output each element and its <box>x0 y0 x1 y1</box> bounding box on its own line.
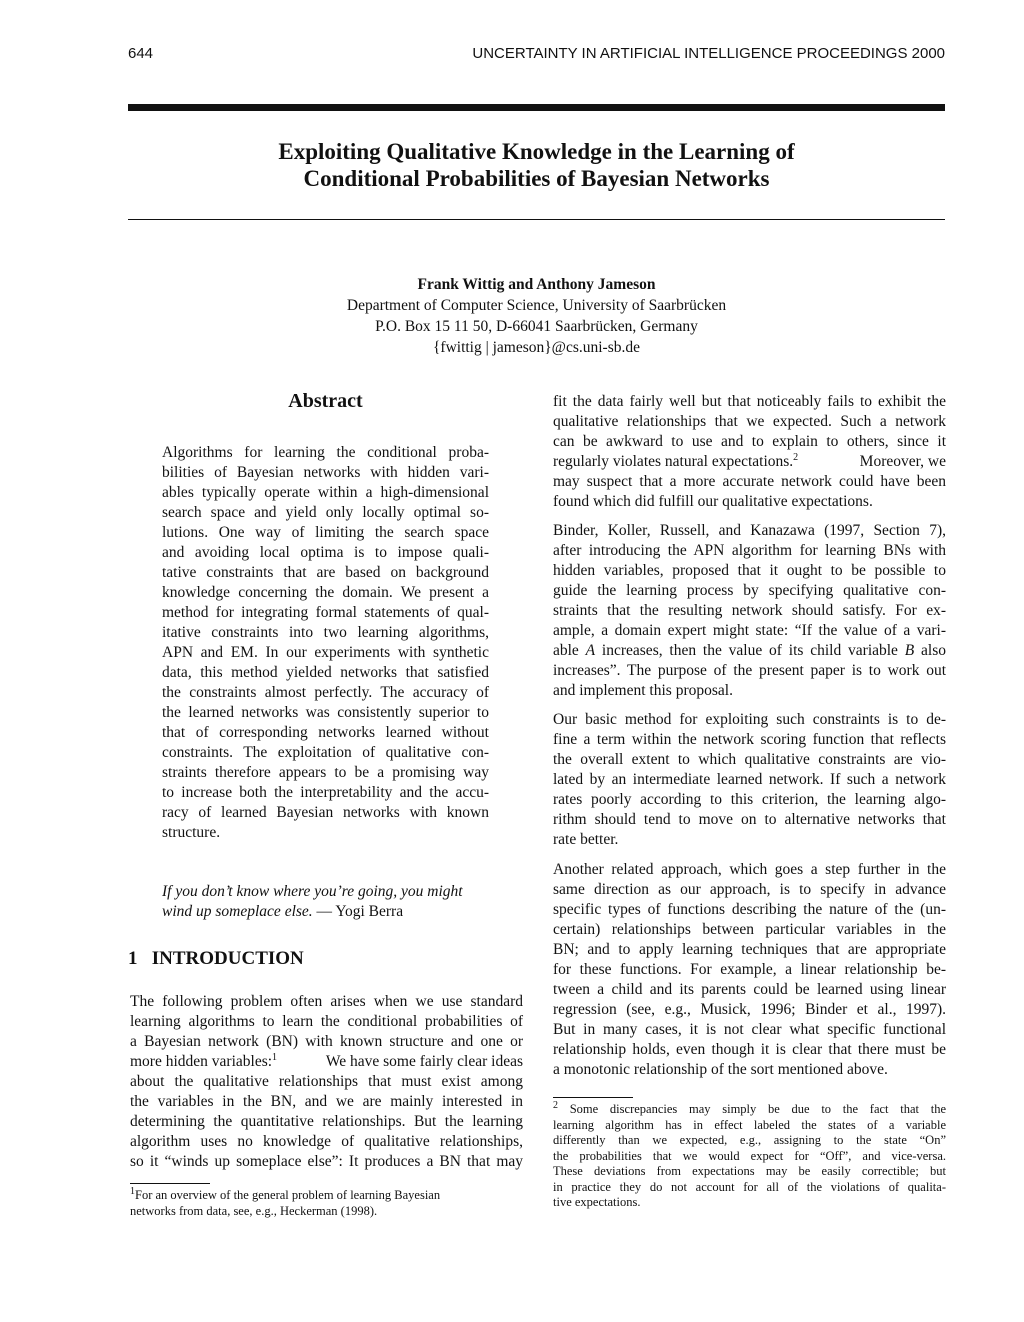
body-line: specific types of functions describing the nature of the (un- <box>553 901 946 918</box>
body-line: Another related approach, which goes a step further in the <box>553 861 946 878</box>
body-text: more hidden variables: <box>130 1053 273 1070</box>
footnote-ref: 2 <box>793 451 799 463</box>
footnote-text: Some discrepancies may simply be due to the fact that the <box>558 1102 946 1116</box>
footnote-ref: 1 <box>272 1051 278 1063</box>
body-text: We have some fairly clear ideas <box>325 1053 523 1070</box>
body-line: fit the data fairly well but that noticeably fails to exhibit the <box>553 393 946 410</box>
title-line: Conditional Probabilities of Bayesian Networks <box>303 166 770 191</box>
body-line: hidden variables, proposed that it ought to be possible to <box>553 562 946 579</box>
abstract-line: the constraints almost perfectly. The accuracy of <box>162 684 489 701</box>
footnote-text: the probabilities that we would expect for “Off”, and vice-versa. <box>553 1148 946 1163</box>
body-line <box>553 641 946 661</box>
abstract-line: that of corresponding networks learned without <box>162 724 489 741</box>
footnote-text: learning algorithm has in effect labeled the states of a variable <box>553 1117 946 1132</box>
postal-address: P.O. Box 15 11 50, D-66041 Saarbrücken, Germany <box>375 318 698 335</box>
body-text: regularly violates natural expectations. <box>553 453 794 470</box>
body-line: the variables in the BN, and we are mainly interested in <box>130 1093 523 1110</box>
abstract-line: and avoiding local optima is to impose quali- <box>162 544 489 561</box>
paper-title <box>128 138 945 192</box>
abstract-line: method for integrating formal statements of qual- <box>162 604 489 621</box>
math-var: A <box>585 642 596 659</box>
abstract-line: structure. <box>162 824 221 841</box>
body-line: guide the learning process by specifying qualitative con- <box>553 582 946 599</box>
body-line: same direction as our approach, is to specify in advance <box>553 881 946 898</box>
body-line: a monotonic relationship of the sort mentioned above. <box>553 1061 888 1078</box>
author-block <box>128 274 945 358</box>
body-line: so it “winds up someplace else”: It produces a BN that may <box>130 1153 523 1170</box>
body-text: increases, then the value of its child variable <box>595 642 905 659</box>
epigraph <box>162 882 492 922</box>
section-heading: 1 INTRODUCTION <box>128 948 304 969</box>
footnote-rule <box>130 1183 210 1184</box>
body-line: But in many cases, it is not clear what specific functional <box>553 1021 946 1038</box>
footnote-rule <box>553 1097 633 1098</box>
body-line: Binder, Koller, Russell, and Kanazawa (1997, Section 7), <box>553 522 946 539</box>
right-column-para-4 <box>553 860 946 1080</box>
body-text: able <box>553 642 586 659</box>
abstract-line: search space and yield only locally optimal so- <box>162 504 489 521</box>
abstract-line: bilities of Bayesian networks with hidden vari- <box>162 464 489 481</box>
abstract-line: Algorithms for learning the conditional proba- <box>162 444 489 461</box>
abstract-line: racy of learned Bayesian networks with known <box>162 804 489 821</box>
abstract-body <box>162 443 489 843</box>
body-line: found which did fulfill our qualitative expectations. <box>553 493 873 510</box>
body-line: may suspect that a more accurate network could have been <box>553 473 946 490</box>
body-line: for these functions. For example, a linear relationship be- <box>553 961 946 978</box>
title-top-rule <box>128 104 945 111</box>
body-line: BN; and to apply learning techniques that are appropriate <box>553 941 946 958</box>
author-names: Frank Wittig and Anthony Jameson <box>417 276 656 293</box>
title-line: Exploiting Qualitative Knowledge in the Learning of <box>278 139 795 164</box>
body-line: determining the quantitative relationships. But the learning <box>130 1113 523 1130</box>
body-text: also <box>914 642 946 659</box>
title-bottom-rule <box>128 219 945 220</box>
footnote-1 <box>130 1185 523 1219</box>
body-line: after introducing the APN algorithm for learning BNs with <box>553 542 946 559</box>
footnote-text: For an overview of the general problem of learning Bayesian <box>135 1188 441 1202</box>
body-line: The following problem often arises when we use standard <box>130 993 523 1010</box>
abstract-line: lutions. One way of limiting the search space <box>162 524 489 541</box>
body-line: lated by an intermediate learned network. If such a network <box>553 771 946 788</box>
body-line: a Bayesian network (BN) with known structure and one or <box>130 1033 523 1050</box>
abstract-line: constraints. The exploitation of qualitative con- <box>162 744 489 761</box>
body-line: rithm should tend to move on to alternative networks that <box>553 811 946 828</box>
abstract-line: APN and EM. In our experiments with synthetic <box>162 644 489 661</box>
body-line: qualitative relationships that we expected. Such a network <box>553 413 946 430</box>
footnote-text: in practice they do not account for all of the violations of qualita- <box>553 1179 946 1194</box>
footnote-text: differently than we expected, e.g., assigning to the state “On” <box>553 1133 946 1147</box>
body-line: straints that the resulting network should satisfy. For ex- <box>553 602 946 619</box>
body-line: rate better. <box>553 831 619 848</box>
epigraph-line: If you don’t know where you’re going, you might <box>162 883 463 900</box>
abstract-line: knowledge concerning the domain. We present a <box>162 584 489 601</box>
body-line <box>553 452 946 472</box>
abstract-line: itative constraints into two learning algorithms, <box>162 624 489 641</box>
abstract-line: ables typically operate within a high-dimensional <box>162 484 489 501</box>
running-title: UNCERTAINTY IN ARTIFICIAL INTELLIGENCE PROCEEDINGS 2000 <box>472 45 945 62</box>
math-var: B <box>904 642 915 659</box>
footnote-marker: 1 <box>130 1185 135 1197</box>
body-line: fine a term within the network scoring function that reflects <box>553 731 946 748</box>
abstract-heading: Abstract <box>288 390 363 412</box>
introduction-body <box>130 992 523 1172</box>
footnote-marker: 2 <box>553 1099 558 1111</box>
body-line: algorithm uses no knowledge of qualitative relationships, <box>130 1133 523 1150</box>
body-line: increases”. The purpose of the present paper is to work out <box>553 662 946 679</box>
abstract-line: straints therefore appears to be a promising way <box>162 764 489 781</box>
body-line: regression (see, e.g., Musick, 1996; Binder et al., 1997). <box>553 1001 946 1018</box>
footnote-2 <box>553 1099 946 1211</box>
epigraph-attribution: — Yogi Berra <box>312 903 404 920</box>
affiliation: Department of Computer Science, University of Saarbrücken <box>346 297 727 314</box>
body-line: and implement this proposal. <box>553 682 733 699</box>
footnote-text: These deviations from expectations may be easily correctible; but <box>553 1164 946 1178</box>
right-column-para-1 <box>553 392 946 512</box>
body-line: can be awkward to use and to explain to others, since it <box>553 433 946 450</box>
body-line: certain) relationships between particular variables in the <box>553 921 946 938</box>
body-line: learning algorithms to learn the conditional probabilities of <box>130 1013 523 1030</box>
abstract-line: data, this method yielded networks that satisfied <box>162 664 489 681</box>
body-line: relationship holds, even though it is clear that there must be <box>553 1041 946 1058</box>
body-line: ample, a domain expert might state: “If the value of a vari- <box>553 622 946 639</box>
body-line: the overall extent to which qualitative constraints are vio- <box>553 751 946 768</box>
abstract-line: to increase both the interpretability and the accu- <box>162 784 489 801</box>
abstract-line: tative constraints that are based on background <box>162 564 489 581</box>
right-column-para-2 <box>553 521 946 701</box>
abstract-line: the learned networks was consistently superior to <box>162 704 489 721</box>
body-line: about the qualitative relationships that must exist among <box>130 1073 523 1090</box>
right-column-para-3 <box>553 710 946 850</box>
body-line <box>130 1052 523 1072</box>
body-line: Our basic method for exploiting such constraints is to de- <box>553 711 946 728</box>
body-line: tween a child and its parents could be learned using linear <box>553 981 946 998</box>
epigraph-line: wind up someplace else. <box>162 903 313 920</box>
email: {fwittig | jameson}@cs.uni-sb.de <box>432 339 641 356</box>
page-number: 644 <box>128 45 154 62</box>
body-line: rates poorly according to this criterion, the learning algo- <box>553 791 946 808</box>
body-text: Moreover, we <box>859 453 946 470</box>
footnote-text: tive expectations. <box>553 1195 641 1209</box>
footnote-text: networks from data, see, e.g., Heckerman (1998). <box>130 1203 378 1218</box>
